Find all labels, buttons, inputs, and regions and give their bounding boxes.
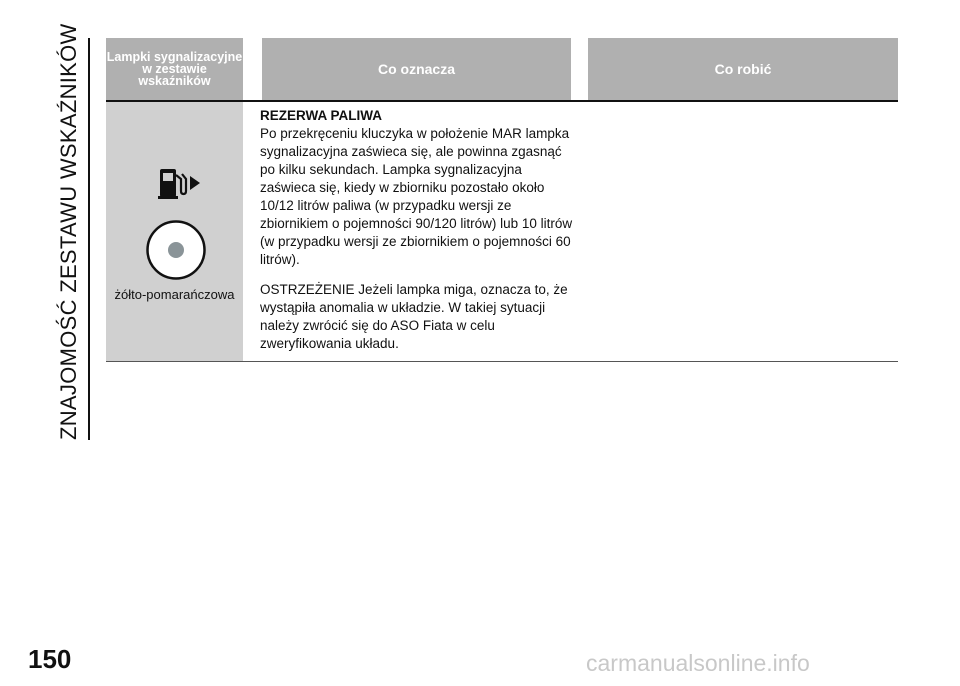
header-action: Co robić xyxy=(588,38,898,100)
indicator-lamp-icon xyxy=(145,219,207,281)
fuel-pump-icon xyxy=(156,165,202,201)
footer-watermark: carmanualsonline.info xyxy=(586,650,810,676)
header-meaning: Co oznacza xyxy=(262,38,571,100)
side-divider xyxy=(88,38,90,440)
page-number: 150 xyxy=(28,644,72,674)
header-lamps: Lampki sygnalizacyjne w zestawie wskaźników xyxy=(106,38,243,100)
warning-paragraph: OSTRZEŻENIE Jeżeli lampka miga, oznacza to, że wystąpiła anomalia w układzie. W takiej sytuacji należy zwrócić się do ASO Fiata w celu zweryfikowania układu. xyxy=(260,282,568,351)
meaning-cell xyxy=(260,107,580,353)
description-paragraph: Po przekręceniu kluczyka w położenie MAR lampka sygnalizacyjna zaświeca się, ale powinna zgasnąć po kilku sekundach. Lampka sygnalizacyjna zaświeca się, kiedy w zbiorniku pozostało około 10/12 litrów paliwa (w przypadku wersji ze zbiornikiem o pojemności 90/120 litrów) lub 10 litrów (w przypadku wersji ze zbiornikiem o pojemności 60 litrów). xyxy=(260,126,573,267)
row-title: REZERWA PALIWA xyxy=(260,108,383,123)
side-section-title: ZNAJOMOŚĆ ZESTAWU WSKAŹNIKÓW xyxy=(56,23,81,440)
table-bottom-rule xyxy=(106,361,898,362)
lamp-color-label: żółto-pomarańczowa xyxy=(114,287,235,302)
